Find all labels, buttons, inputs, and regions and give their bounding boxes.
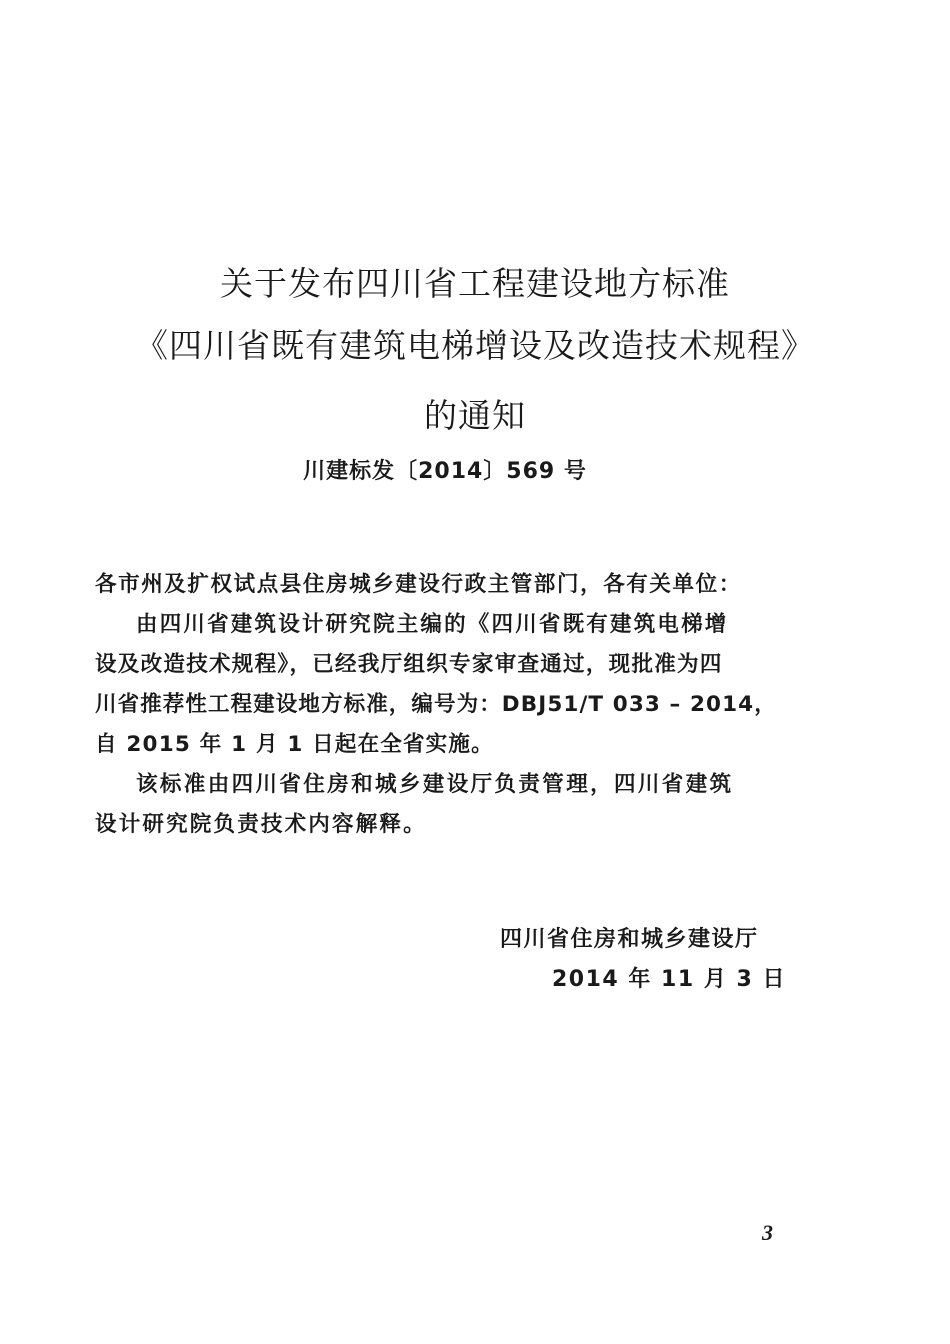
document-number: 川建标发〔2014〕569 号 [303, 459, 587, 484]
page-number: 3 [762, 1220, 773, 1245]
notice-title-line-1: 关于发布四川省工程建设地方标准 [220, 264, 730, 303]
paragraph-1-line-1: 由四川省建筑设计研究院主编的《四川省既有建筑电梯增 [136, 612, 729, 637]
paragraph-2-line-1: 该标准由四川省住房和城乡建设厅负责管理，四川省建筑 [136, 772, 734, 797]
paragraph-1-line-3: 川省推荐性工程建设地方标准，编号为：DBJ51/T 033 – 2014， [95, 692, 777, 717]
paragraph-2-line-2: 设计研究院负责技术内容解释。 [95, 812, 427, 837]
notice-title-line-2: 《四川省既有建筑电梯增设及改造技术规程》 [135, 326, 815, 365]
notice-title-line-3: 的通知 [424, 396, 526, 435]
signature-organization: 四川省住房和城乡建设厅 [500, 927, 759, 952]
paragraph-1-line-2: 设及改造技术规程》，已经我厅组织专家审查通过，现批准为四 [95, 652, 723, 677]
paragraph-1-line-4: 自 2015 年 1 月 1 日起在全省实施。 [95, 732, 494, 757]
signature-date: 2014 年 11 月 3 日 [552, 967, 786, 992]
addressee: 各市州及扩权试点县住房城乡建设行政主管部门，各有关单位： [95, 572, 742, 597]
